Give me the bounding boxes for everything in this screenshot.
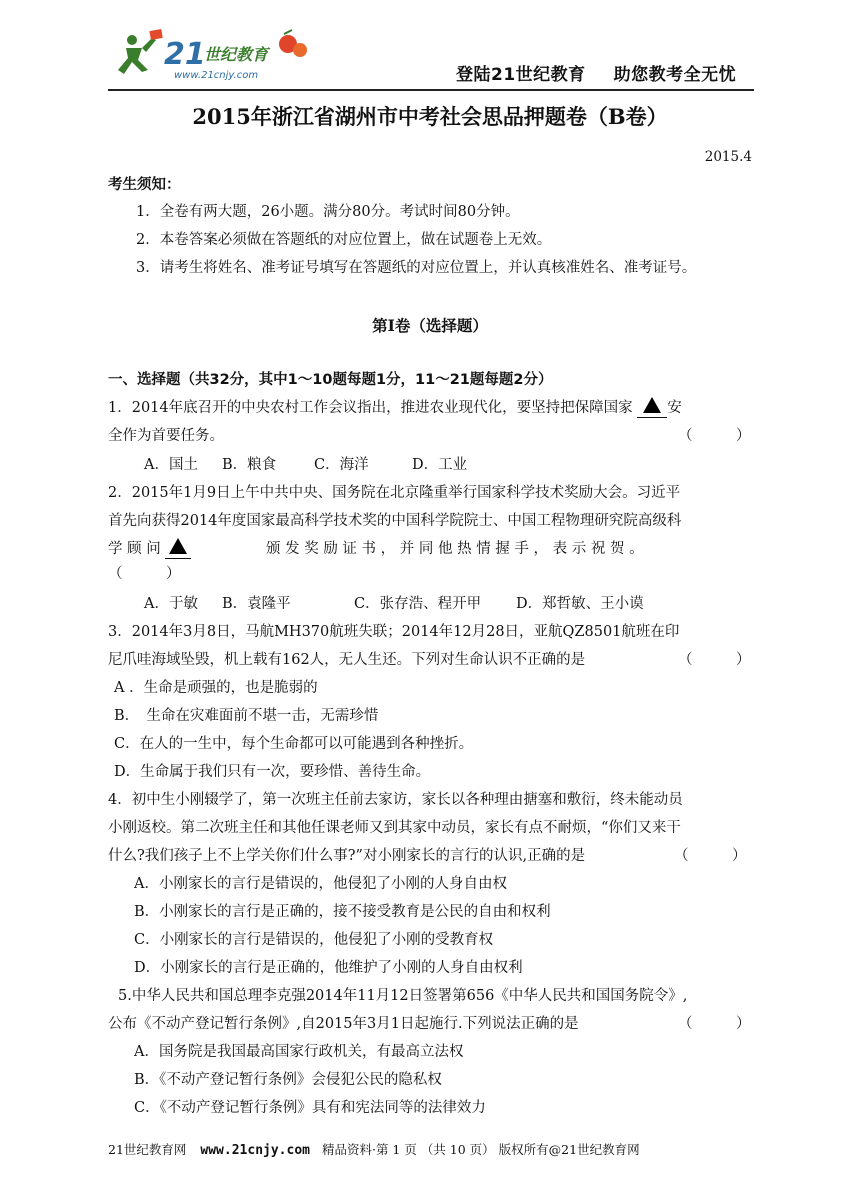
notice-item: 2．本卷答案必须做在答题纸的对应位置上，做在试题卷上无效。: [136, 232, 552, 248]
option: D．工业: [412, 457, 468, 473]
notice-heading: 考生须知：: [108, 176, 181, 193]
question-1-text: 1．2014年底召开的中央农村工作会议指出，推进农业现代化，要坚持把保障国家: [108, 400, 633, 416]
footer-url[interactable]: www.21cnjy.com: [200, 1143, 310, 1158]
notice-item: 1．全卷有两大题，26小题。满分80分。考试时间80分钟。: [136, 204, 520, 220]
question-4-line2: 小刚返校。第二次班主任和其他任课老师又到其家中动员，家长有点不耐烦，“你们又来干: [108, 820, 681, 836]
question-1-line2: 全作为首要任务。: [108, 428, 224, 444]
answer-paren: （ ）: [674, 848, 747, 864]
slogan-right: 助您教考全无忧: [613, 65, 737, 85]
answer-blank: [637, 397, 667, 418]
page-footer: [108, 1140, 640, 1158]
footer-site: 21世纪教育网: [108, 1142, 187, 1157]
option: D．小刚家长的言行是正确的，他维护了小刚的人身自由权利: [134, 960, 523, 976]
exam-title: 2015年浙江省湖州市中考社会思品押题卷（B卷）: [192, 104, 668, 129]
option: D．生命属于我们只有一次，要珍惜、善待生命。: [114, 764, 431, 780]
question-5-line1: 5.中华人民共和国总理李克强2014年11月12日签署第656《中华人民共和国国务院令》,: [118, 988, 688, 1004]
notice-item: 3．请考生将姓名、准考证号填写在答题纸的对应位置上，并认真核准姓名、准考证号。: [136, 260, 697, 276]
option: A．国务院是我国最高国家行政机关，有最高立法权: [134, 1044, 464, 1060]
question-4-line1: 4．初中生小刚辍学了，第一次班主任前去家访，家长以各种理由搪塞和敷衍，终未能动员: [108, 792, 683, 808]
answer-blank: [165, 538, 191, 559]
option: C．在人的一生中，每个生命都可以可能遇到各种挫折。: [114, 736, 474, 752]
header-slogan: [456, 60, 736, 85]
section-title: 一、选择题（共32分，其中1～10题每题1分，11～21题每题2分）: [108, 372, 553, 388]
option: B．小刚家长的言行是正确的，接不接受教育是公民的自由和权利: [134, 904, 551, 920]
svg-text:世纪教育: 世纪教育: [204, 45, 269, 64]
option: B．粮食: [222, 457, 277, 473]
answer-paren: （ ）: [108, 566, 181, 582]
question-3-line2: 尼爪哇海域坠毁，机上载有162人，无人生还。下列对生命认识不正确的是: [108, 652, 586, 668]
question-5-line2: 公布《不动产登记暂行条例》,自2015年3月1日起施行.下列说法正确的是: [108, 1016, 579, 1032]
option: D．郑哲敏、王小谟: [516, 596, 644, 612]
option: A．于敏: [144, 596, 198, 612]
option: A．国土: [144, 457, 198, 473]
option: B．袁隆平: [222, 596, 291, 612]
triangle-icon: [643, 397, 661, 413]
runner-icon: [118, 29, 163, 74]
question-2-text: 颁 发 奖 励 证 书 ， 并 同 他 热 情 握 手 ， 表 示 祝 贺 。: [266, 541, 644, 557]
question-3-line1: 3．2014年3月8日，马航MH370航班失联；2014年12月28日，亚航QZ8501航班在印: [108, 624, 680, 640]
footer-info: 精品资料·第 1 页 （共 10 页） 版权所有@21世纪教育网: [321, 1142, 640, 1157]
question-2-text: 学 顾 问: [108, 541, 161, 557]
question-1-text: 安: [667, 400, 682, 416]
header-divider: [108, 89, 754, 91]
part-title: 第Ⅰ卷（选择题）: [372, 316, 488, 335]
option: C．张存浩、程开甲: [354, 596, 482, 612]
question-4-line3: 什么?我们孩子上不上学关你们什么事?”对小刚家长的言行的认识,正确的是: [108, 848, 586, 864]
slogan-left: 登陆21世纪教育: [456, 65, 586, 85]
option: A．小刚家长的言行是错误的，他侵犯了小刚的人身自由权: [134, 876, 507, 892]
option: B．《不动产登记暂行条例》会侵犯公民的隐私权: [134, 1072, 442, 1088]
question-2-line2: 首先向获得2014年度国家最高科学技术奖的中国科学院院士、中国工程物理研究院高级科: [108, 513, 682, 529]
svg-text:21: 21: [164, 37, 206, 72]
question-2-line3: [108, 539, 191, 560]
option: C．海洋: [314, 457, 369, 473]
exam-date: 2015.4: [704, 149, 752, 165]
question-1-line: [108, 398, 682, 419]
21cnjy-logo: [112, 26, 312, 86]
answer-paren: （ ）: [678, 652, 751, 668]
svg-text:www.21cnjy.com: www.21cnjy.com: [174, 70, 259, 81]
question-2-line1: 2．2015年1月9日上午中共中央、国务院在北京隆重举行国家科学技术奖励大会。习近平: [108, 485, 681, 501]
option: B． 生命在灾难面前不堪一击，无需珍惜: [114, 708, 379, 724]
option: C．《不动产登记暂行条例》具有和宪法同等的法律效力: [134, 1100, 486, 1116]
option: A ．生命是顽强的，也是脆弱的: [114, 680, 318, 696]
option: C．小刚家长的言行是错误的，他侵犯了小刚的受教育权: [134, 932, 494, 948]
triangle-icon: [169, 538, 187, 554]
answer-paren: （ ）: [678, 428, 751, 444]
answer-paren: （ ）: [678, 1016, 751, 1032]
